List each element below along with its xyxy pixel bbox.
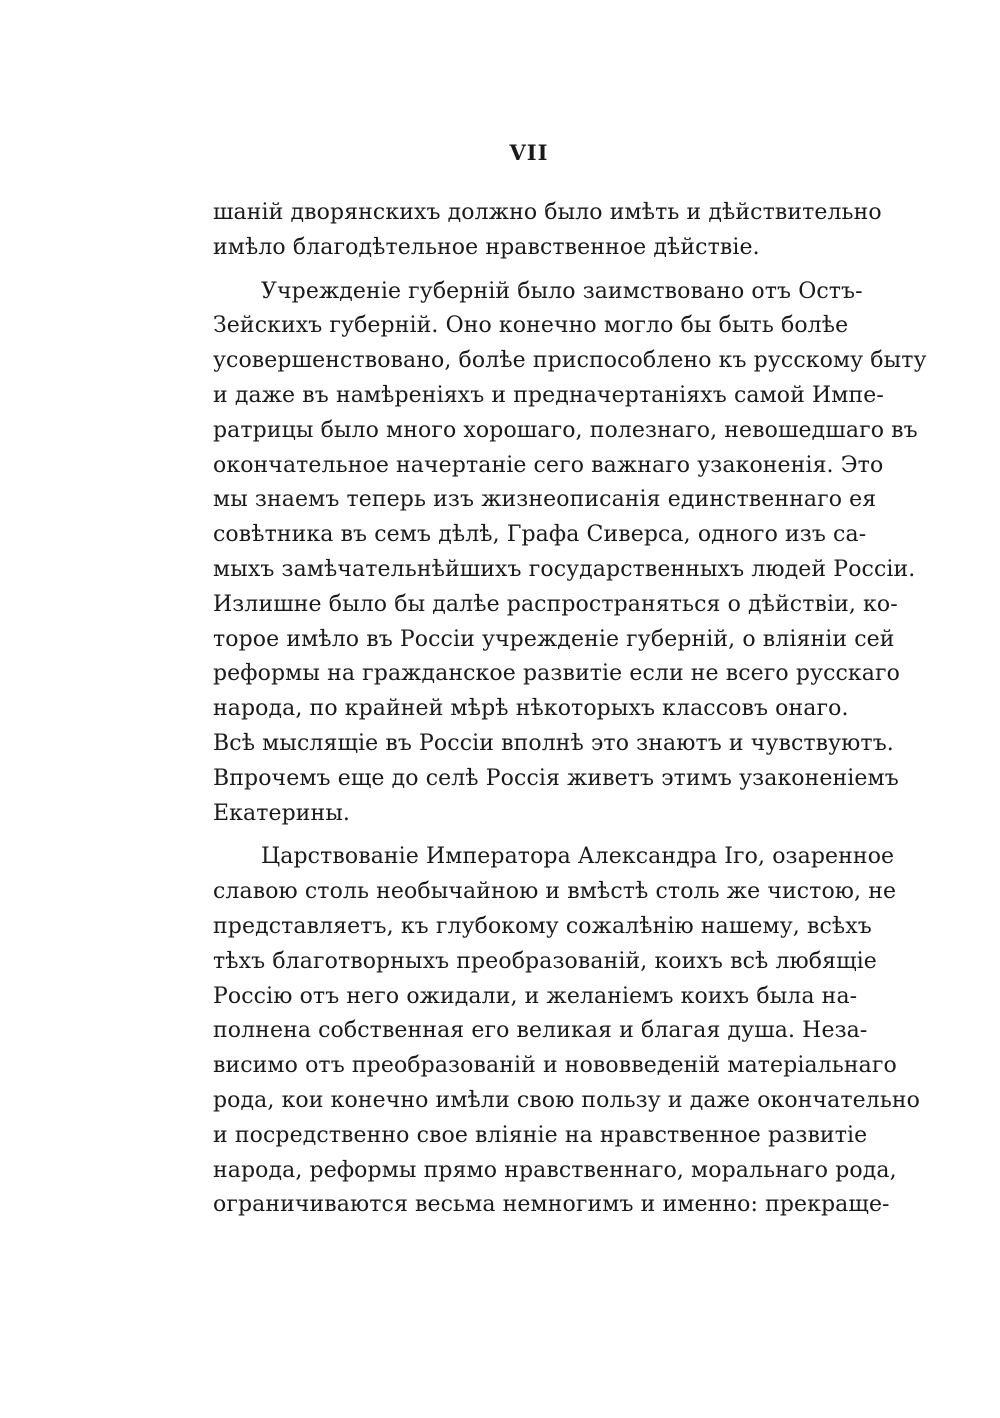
body-text — [213, 196, 927, 1223]
text-line: окончательное начертаніе сего важнаго узаконенія. Это — [213, 452, 884, 478]
paragraph-2 — [213, 275, 927, 832]
text-line: славою столь необычайною и вмѣстѣ столь же чистою, не — [213, 879, 897, 905]
text-line: Царствованіе Императора Александра Іго, озаренное — [261, 844, 895, 870]
text-line: реформы на гражданское развитіе если не всего русскаго — [213, 661, 900, 687]
text-line: полнена собственная его великая и благая душа. Неза- — [213, 1018, 868, 1044]
text-line: ратрицы было много хорошаго, полезнаго, невошедшаго въ — [213, 417, 918, 443]
text-line: представляетъ, къ глубокому сожалѣнію нашему, всѣхъ — [213, 913, 872, 939]
text-line: висимо отъ преобразованій и нововведеній матеріальнаго — [213, 1053, 897, 1079]
text-line: Россію отъ него ожидали, и желаніемъ коихъ была на- — [213, 983, 858, 1009]
text-line: ограничиваются весьма немногимъ и именно: прекраще- — [213, 1192, 890, 1218]
text-line: торое имѣло въ Россіи учрежденіе губерній, о вліяніи сей — [213, 626, 895, 652]
text-line: и даже въ намѣреніяхъ и предначертаніяхъ самой Импе- — [213, 382, 884, 408]
paragraph-3 — [213, 840, 921, 1223]
text-line: имѣло благодѣтельное нравственное дѣйствіе. — [213, 234, 760, 260]
text-line: Излишне было бы далѣе распространяться о дѣйствіи, ко- — [213, 591, 898, 617]
text-line: совѣтника въ семъ дѣлѣ, Графа Сиверса, одного изъ са- — [213, 522, 867, 548]
text-line: мы знаемъ теперь изъ жизнеописанія единственнаго ея — [213, 487, 877, 513]
text-line: Зейскихъ губерній. Оно конечно могло бы быть болѣе — [213, 313, 849, 339]
text-line: народа, реформы прямо нравственнаго, моральнаго рода, — [213, 1157, 897, 1183]
text-line: Учрежденіе губерній было заимствовано отъ Остъ- — [261, 278, 863, 304]
page-number: VII — [509, 140, 549, 165]
text-line: и посредственно свое вліяніе на нравственное развитіе — [213, 1122, 868, 1148]
text-line: Екатерины. — [213, 800, 351, 826]
text-line: народа, по крайней мѣрѣ нѣкоторыхъ классовъ онаго. — [213, 696, 849, 722]
text-line: усовершенствовано, болѣе приспособлено къ русскому быту — [213, 348, 927, 374]
text-line: мыхъ замѣчательнѣйшихъ государственныхъ людей Россіи. — [213, 556, 916, 582]
text-line: рода, кои конечно имѣли свою пользу и даже окончательно — [213, 1087, 921, 1113]
text-line: шаній дворянскихъ должно было имѣть и дѣйствительно — [213, 200, 882, 225]
text-line: Всѣ мыслящіе въ Россіи вполнѣ это знаютъ и чувствуютъ. — [213, 730, 894, 756]
text-line: тѣхъ благотворныхъ преобразованій, коихъ всѣ любящіе — [213, 948, 877, 974]
text-line: Впрочемъ еще до селѣ Россія живетъ этимъ узаконеніемъ — [213, 765, 899, 791]
paragraph-1 — [213, 196, 882, 266]
